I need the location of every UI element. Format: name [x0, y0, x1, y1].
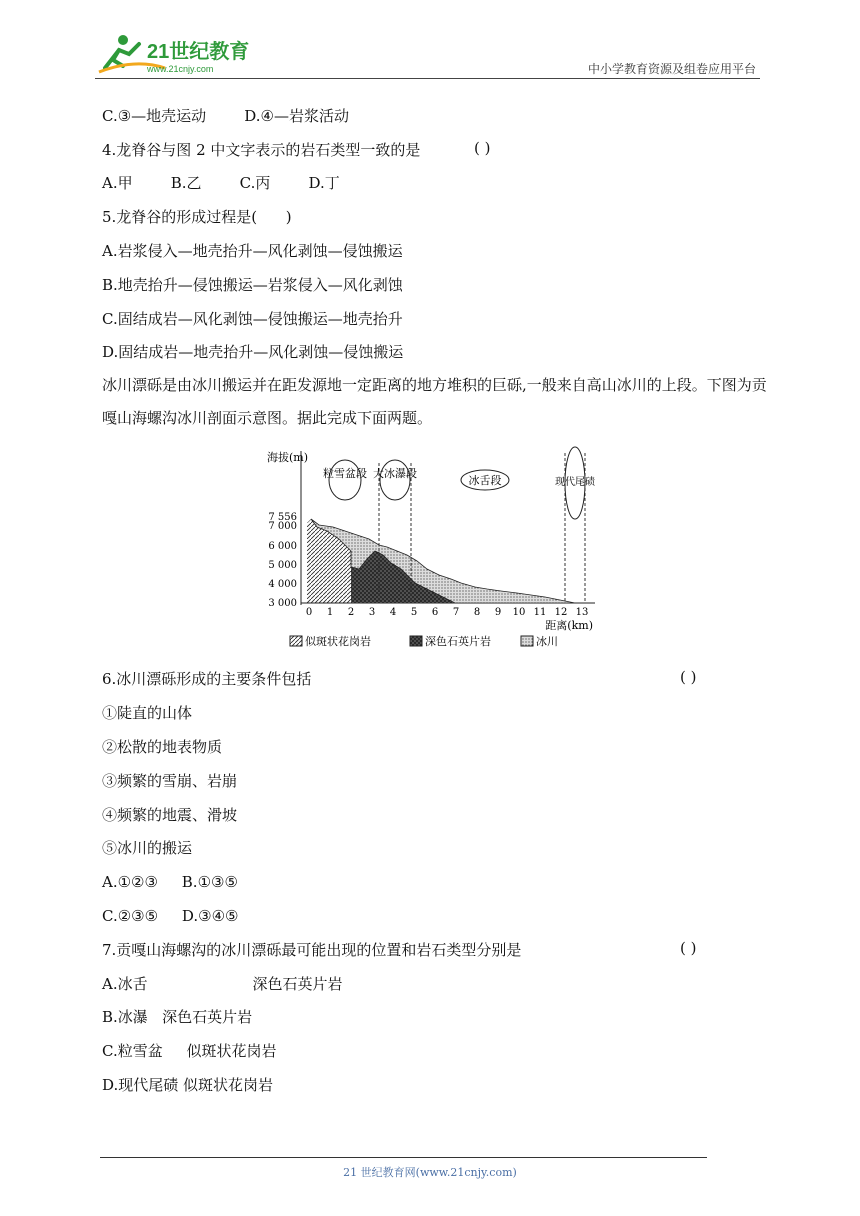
- y-tick: 4 000: [268, 579, 297, 590]
- q5-option-a: A.岩浆侵入—地壳抬升—风化剥蚀—侵蚀搬运: [102, 242, 403, 260]
- q5-option-d: D.固结成岩—地壳抬升—风化剥蚀—侵蚀搬运: [102, 343, 404, 361]
- legend-swatch-schist: [410, 636, 422, 646]
- q7-option-b: B.冰瀑 深色石英片岩: [102, 1008, 253, 1026]
- intro-paragraph: 冰川漂砾是由冰川搬运并在距发源地一定距离的地方堆积的巨砾,一般来自高山冰川的上段。下图为贡嘎山海螺沟冰川剖面示意图。据此完成下面两题。: [102, 376, 767, 427]
- q4-bracket: ( ): [474, 139, 491, 157]
- header-title: 中小学教育资源及组卷应用平台: [587, 62, 756, 76]
- section-label-tongue: 冰舌段: [468, 474, 502, 487]
- q7-option-d: D.现代尾碛 似斑状花岗岩: [102, 1076, 274, 1094]
- section-label-firn: 粒雪盆段: [323, 467, 367, 480]
- q6-item: ⑤冰川的搬运: [102, 839, 193, 857]
- glacier-profile-figure: [255, 443, 605, 653]
- x-tick: 6: [431, 607, 439, 618]
- x-tick: 9: [494, 607, 502, 618]
- x-tick: 3: [368, 607, 376, 618]
- y-tick: 3 000: [268, 598, 297, 609]
- x-tick: 4: [389, 607, 397, 618]
- x-tick: 13: [575, 607, 589, 618]
- page-footer[interactable]: 21 世纪教育网(www.21cnjy.com): [343, 1166, 517, 1179]
- page-header: [95, 28, 760, 80]
- y-tick: 5 000: [268, 560, 297, 571]
- y-axis-label: 海拔(m): [267, 451, 309, 464]
- footer-divider: [100, 1157, 707, 1158]
- q6-bracket: ( ): [680, 668, 697, 686]
- legend-label-granite: 似斑状花岗岩: [305, 635, 371, 648]
- section-oval: [380, 460, 410, 500]
- q6-item: ③频繁的雪崩、岩崩: [102, 772, 238, 790]
- q6-options-cd: C.②③⑤ D.③④⑤: [102, 907, 239, 925]
- q6-stem: 6.冰川漂砾形成的主要条件包括: [102, 670, 312, 688]
- x-tick: 10: [512, 607, 526, 618]
- x-tick: 11: [533, 607, 547, 618]
- x-tick: 5: [410, 607, 418, 618]
- svg-text:21世纪教育: 21世纪教育: [147, 41, 250, 63]
- q4-stem: 4.龙脊谷与图 2 中文字表示的岩石类型一致的是: [102, 141, 421, 159]
- q6-item: ④频繁的地震、滑坡: [102, 806, 238, 824]
- q7-option-a: A.冰舌 深色石英片岩: [102, 975, 343, 993]
- q5-stem: 5.龙脊谷的形成过程是( ): [102, 208, 292, 226]
- x-tick: 0: [305, 607, 313, 618]
- legend-label-glacier: 冰川: [536, 635, 558, 648]
- x-tick: 7: [452, 607, 460, 618]
- q7-bracket: ( ): [680, 939, 697, 957]
- q4-options: A.甲 B.乙 C.丙 D.丁: [102, 174, 340, 192]
- q7-stem: 7.贡嘎山海螺沟的冰川漂砾最可能出现的位置和岩石类型分别是: [102, 941, 522, 959]
- legend-swatch-granite: [290, 636, 302, 646]
- section-label-moraine: 现代尾碛: [555, 477, 595, 488]
- logo-icon: [95, 28, 275, 76]
- q6-options-ab: A.①②③ B.①③⑤: [102, 873, 238, 891]
- section-oval: [329, 460, 361, 500]
- legend-swatch-glacier: [521, 636, 533, 646]
- x-tick: 8: [473, 607, 481, 618]
- header-divider: [95, 78, 760, 79]
- q6-item: ①陡直的山体: [102, 704, 193, 722]
- x-tick: 2: [347, 607, 355, 618]
- y-tick: 7 556: [268, 512, 297, 523]
- q6-item: ②松散的地表物质: [102, 738, 223, 756]
- legend-label-schist: 深色石英片岩: [425, 635, 491, 648]
- q7-option-c: C.粒雪盆 似斑状花岗岩: [102, 1042, 277, 1060]
- x-tick: 1: [326, 607, 334, 618]
- q5-option-c: C.固结成岩—风化剥蚀—侵蚀搬运—地壳抬升: [102, 310, 403, 328]
- svg-text:www.21cnjy.com: www.21cnjy.com: [147, 64, 214, 74]
- x-tick: 12: [554, 607, 568, 618]
- x-axis-label: 距离(km): [545, 619, 593, 632]
- glacier-profile-svg: [255, 443, 605, 653]
- y-tick: 6 000: [268, 541, 297, 552]
- section-label-icefall: 大冰瀑段: [373, 467, 417, 480]
- q3-options-cd: C.③—地壳运动 D.④—岩浆活动: [102, 107, 350, 125]
- y-tick: 7 000: [268, 521, 297, 532]
- q5-option-b: B.地壳抬升—侵蚀搬运—岩浆侵入—风化剥蚀: [102, 276, 403, 294]
